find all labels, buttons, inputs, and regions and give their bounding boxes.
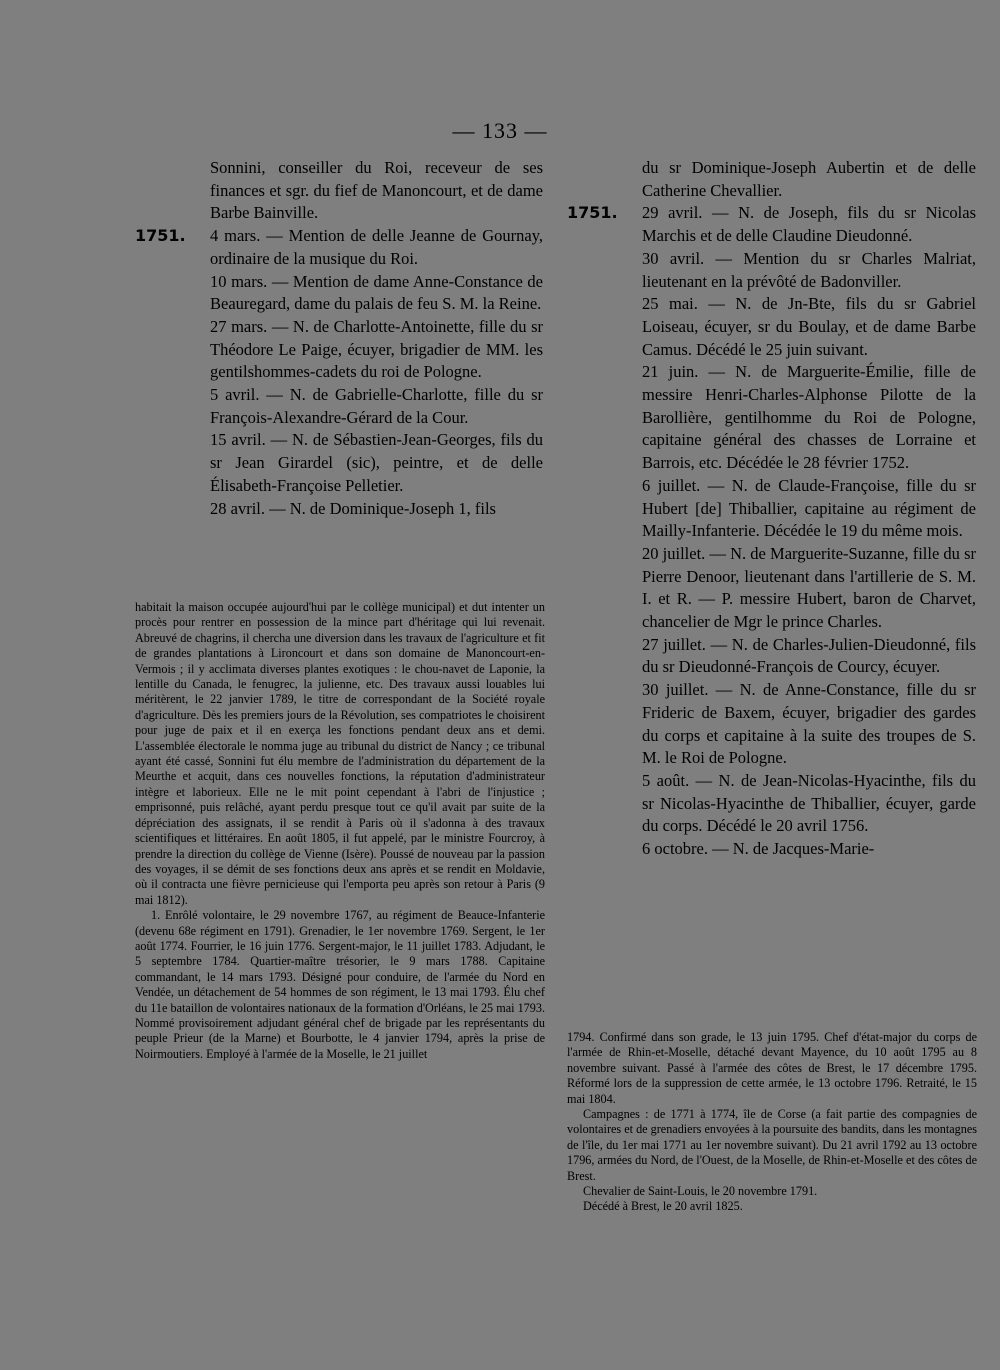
entry-text: — N. de Jacques-Marie- [712,839,875,859]
entry-text: — N. de Jn-Bte, fils du sr Gabriel Loiseau, écuyer, sr du Boulay, et de dame Barbe Camus. Décédé le 25 juin suivant. [642,294,977,359]
right-column-entries [567,157,976,861]
register-entry [135,157,543,225]
entry-date: 6 juillet. [642,475,701,495]
register-entry [135,316,543,384]
right-footnotes [567,1030,977,1215]
entry-date: 15 avril. [210,430,266,450]
register-entry [567,248,976,293]
entry-date: 21 juin. [642,362,699,382]
entry-text: — N. de Jean-Nicolas-Hyacinthe, fils du sr Nicolas-Hyacinthe de Thiballier, écuyer, garde du corps. Décédé le 20 avril 1756. [642,770,977,836]
entry-date: 10 mars. [210,271,268,291]
register-entry [567,157,976,202]
footnote-paragraph: Campagnes : de 1771 à 1774, île de Corse (a fait partie des compagnies de volontaires et de grenadiers envoyées à la poursuite des bandits, dans les montagnes de l'île, du 1er mai 1771 au 1er novembre suivant). Du 21 avril 1792 au 13 octobre 1796, armées du Nord, de l'Ouest, de la Moselle, de Rhin-et-Moselle et des côtes de Brest. [567,1107,977,1183]
entry-text: — N. de Charles-Julien-Dieudonné, fils du sr Dieudonné-François de Courcy, écuyer. [642,634,976,677]
entry-date: 29 avril. [642,203,703,223]
footnote-paragraph: Chevalier de Saint-Louis, le 20 novembre 1791. [583,1184,818,1199]
entry-text: — N. de Charlotte-Antoinette, fille du sr Théodore Le Paige, écuyer, brigadier de MM. les gentilshommes-cadets du roi de Pologne. [210,316,544,382]
entry-date: 25 mai. [642,294,698,314]
footnote-paragraph: 1. Enrôlé volontaire, le 29 novembre 1767, au régiment de Beauce-Infanterie (devenu 68e régiment en 1791). Grenadier, le 1er novembre 1769. Sergent, le 1er août 1774. Fourrier, le 16 juin 1776. Sergent-major, le 11 juillet 1783. Adjudant, le 5 septembre 1784. Quartier-maître trésorier, le 9 mars 1788. Capitaine commandant, le 14 mars 1793. Désigné pour conduire, de l'armée du Nord en Vendée, un détachement de 54 hommes de son régiment, le 13 mai 1793. Élu chef du 11e bataillon de volontaires nationaux de la formation d'Orléans, le 25 mai 1793. Nommé provisoirement adjudant général chef de brigade par les représentants du peuple Prieur (de la Marne) et Bourbotte, le 4 janvier 1794, après la prise de Noirmoutiers. Employé à l'armée de la Moselle, le 21 juillet [135,908,545,1061]
entry-text: Sonnini, conseiller du Roi, receveur de ses finances et sgr. du fief de Manoncourt, et de dame Barbe Bainville. [210,158,543,223]
entry-date: 30 avril. [642,248,705,268]
entry-text: — N. de Marguerite-Émilie, fille de messire Henri-Charles-Alphonse Pilotte de la Barollière, gentilhomme du Roi de Pologne, capitaine général des chasses de Lorraine et Barrois, etc. Décédée le 28 février 1752. [642,362,977,473]
register-entry [135,429,543,497]
entry-date: 27 mars. [210,316,268,336]
footnote-paragraph: 1794. Confirmé dans son grade, le 13 juin 1795. Chef d'état-major du corps de l'armée de Rhin-et-Moselle, détaché devant Mayence, du 10 août 1795 au 8 novembre suivant. Passé à l'armée des côtes de Brest, le 17 décembre 1795. Réformé lors de la suppression de cette armée, le 13 octobre 1796. Retraité, le 15 mai 1804. [567,1030,977,1106]
footnote-paragraph: habitait la maison occupée aujourd'hui par le collège municipal) et dut intenter un procès pour rentrer en possession de la mince part d'héritage qui lui revenait. Abreuvé de chagrins, il chercha une diversion dans les travaux de l'agriculture et fit de grandes plantations à Lironcourt et dans son domaine de Manoncourt-en-Vermois ; il y acclimata diverses plantes exotiques : le chou-navet de Laponie, la lentille du Canada, le fenugrec, la julienne, etc. Des travaux aussi louables lui méritèrent, le 22 janvier 1789, le titre de correspondant de la Société royale d'agriculture. Dès les premiers jours de la Révolution, ses compatriotes le choisirent pour juge de paix et il en exerça les fonctions pendant deux ans et demi. L'assemblée électorale le nomma juge au tribunal du district de Nancy ; ce tribunal ayant été cassé, Sonnini fut élu membre de l'administration du département de la Meurthe et acquit, dans ces nouvelles fonctions, la réputation d'administrateur intègre et laborieux. Elle ne le mit point cependant à l'abri de l'injustice ; emprisonné, puis relâché, ayant perdu presque tout ce qu'il avait par suite de la dépréciation des assignats, il se rendit à Paris où il s'adonna à des travaux scientifiques et littéraires. En août 1805, il fut appelé, par le ministre Fourcroy, à prendre la direction du collège de Vienne (Isère). Poussé de nouveau par la passion des voyages, il se démit de ses fonctions deux ans après et se rendit en Moldavie, où il contracta une fièvre pernicieuse qui l'emporta peu après son retour à Paris (9 mai 1812). [135,600,545,907]
register-entry [135,225,543,270]
entry-text: — N. de Joseph, fils du sr Nicolas Marchis et de delle Claudine Dieudonné. [642,203,976,246]
register-entry [567,202,976,247]
register-entry [567,543,976,634]
entry-text: — Mention de delle Jeanne de Gournay, ordinaire de la musique du Roi. [210,226,543,268]
entry-date: 5 avril. [210,385,260,405]
register-entry [567,634,976,679]
register-entry [567,770,976,838]
entry-date: 5 août. [642,770,690,790]
entry-text: — N. de Sébastien-Jean-Georges, fils du sr Jean Girardel (sic), peintre, et de delle Élisabeth-Françoise Pelletier. [210,430,543,495]
entry-text: — N. de Dominique-Joseph 1, fils [269,498,496,518]
register-entry [567,838,976,861]
register-entry [567,293,976,361]
entry-text: — Mention du sr Charles Malriat, lieutenant en la prévôté de Badonviller. [642,248,977,291]
entry-date: 4 mars. [210,226,261,246]
entry-date: 30 juillet. [642,680,709,700]
entry-text: — N. de Gabrielle-Charlotte, fille du sr François-Alexandre-Gérard de la Cour. [210,385,543,427]
entry-text: — Mention de dame Anne-Constance de Beauregard, dame du palais de feu S. M. la Reine. [210,271,543,314]
register-entry [567,475,976,543]
entry-text: — N. de Claude-Françoise, fille du sr Hubert [de] Thiballier, capitaine au régiment de Mailly-Infanterie. Décédée le 19 du même mois. [642,475,977,541]
entry-text: — N. de Anne-Constance, fille du sr Frideric de Baxem, écuyer, brigadier des gardes du corps et capitaine à la suite des troupes de S. M. le Roi de Pologne. [642,680,977,768]
register-entry [135,271,543,316]
entry-date: 20 juillet. [642,543,706,563]
page-number: — 133 — [452,118,548,143]
entry-date: 6 octobre. [642,839,708,859]
entry-date: 28 avril. [210,498,265,518]
footnote-paragraph: Décédé à Brest, le 20 avril 1825. [583,1199,743,1214]
entry-text: du sr Dominique-Joseph Aubertin et de delle Catherine Chevallier. [642,158,976,200]
register-entry [135,498,543,521]
entry-year: 1751. [567,203,618,223]
entry-year: 1751. [135,226,186,246]
left-column-entries [135,157,543,520]
register-entry [567,679,976,770]
register-entry [135,384,543,429]
register-entry [567,361,976,475]
left-footnotes [135,600,545,1062]
entry-text: — N. de Marguerite-Suzanne, fille du sr Pierre Denoor, lieutenant dans l'artillerie de S. M. I. et R. — P. messire Hubert, baron de Charvet, chancelier de Mgr le prince Charles. [642,543,976,632]
entry-date: 27 juillet. [642,634,706,654]
